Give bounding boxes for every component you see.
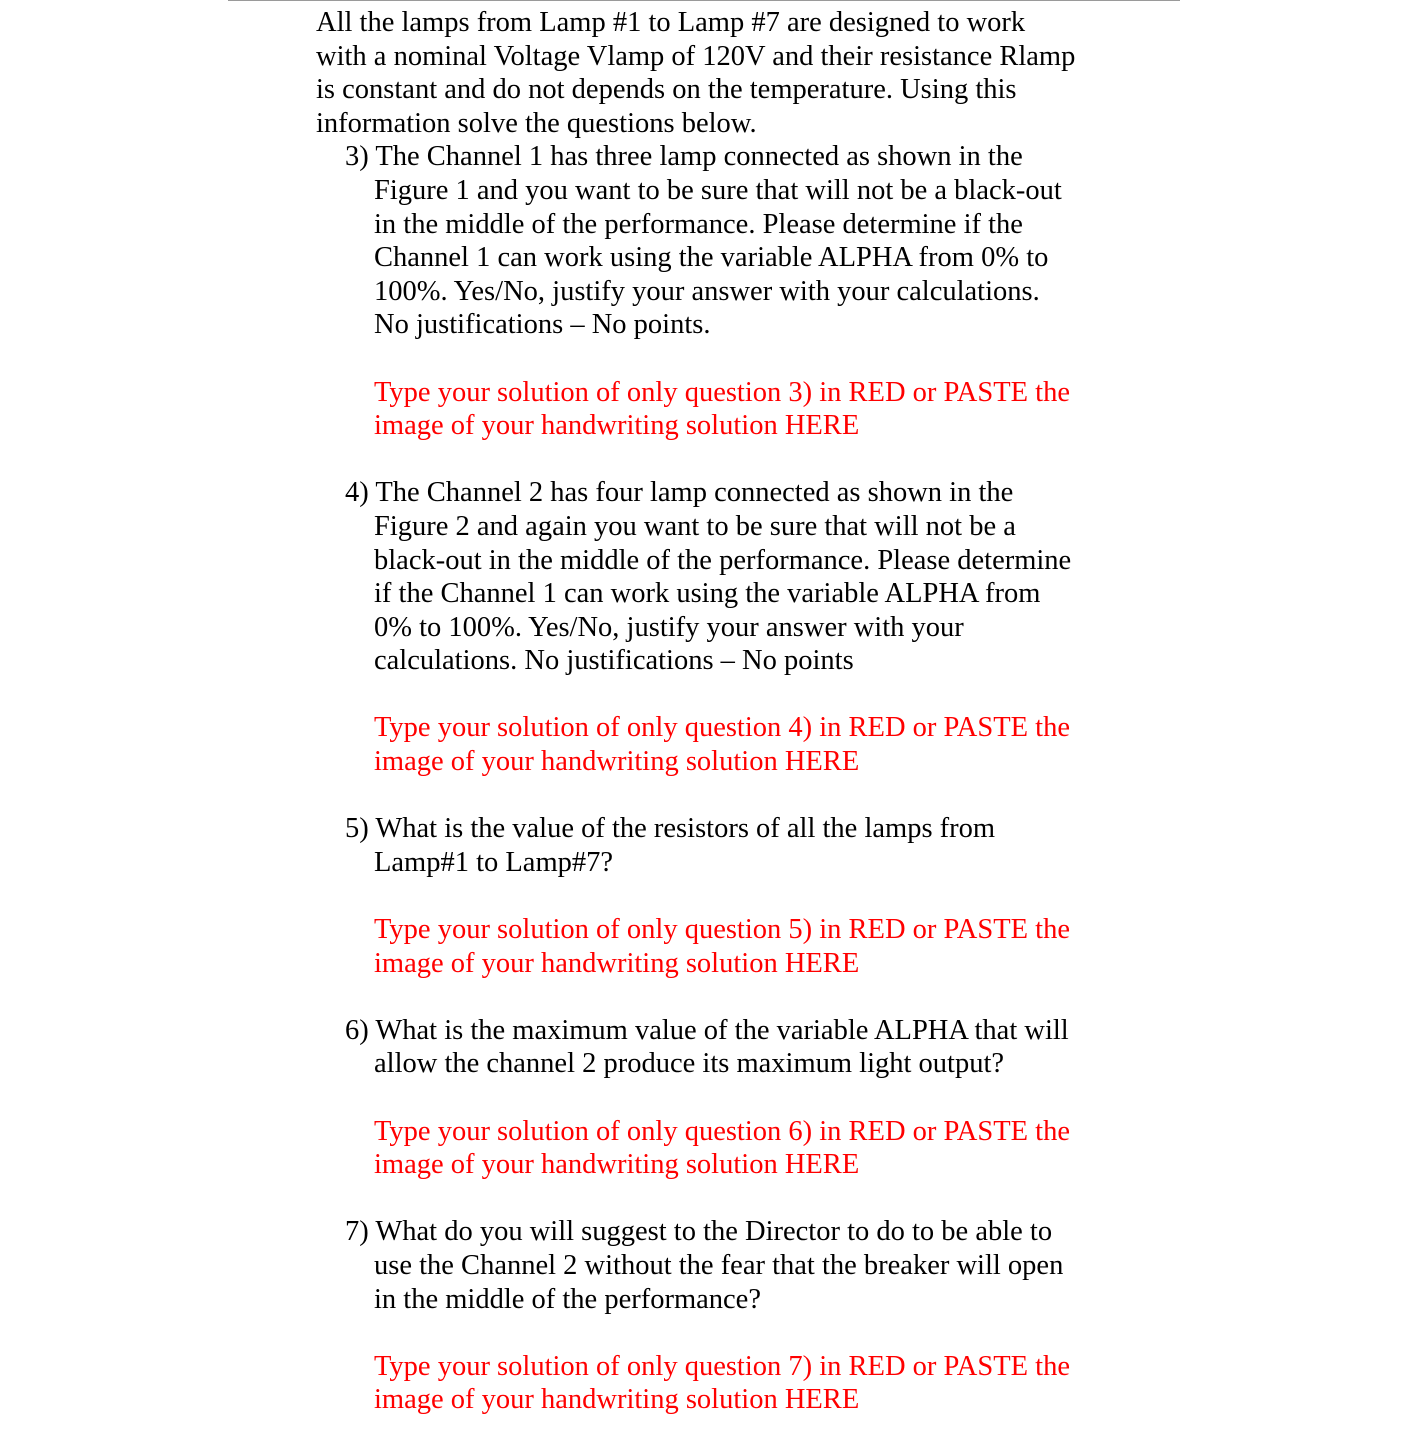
question-3	[345, 140, 1076, 442]
intro-paragraph: All the lamps from Lamp #1 to Lamp #7 are designed to work with a nominal Voltage Vlamp of 120V and their resistance Rlamp is constant and do not depends on the temperature. Using this information solve the questions below.	[316, 7, 1076, 139]
document-page	[316, 6, 1076, 1451]
question-3-text: 3) The Channel 1 has three lamp connected as shown in the Figure 1 and you want to be sure that will not be a black-out in the middle of the performance. Please determine if the Channel 1 can work using the variable ALPHA from 0% to 100%. Yes/No, justify your answer with your calculations. No justifications – No points.	[345, 141, 1062, 341]
question-7-answer-area[interactable]: Type your solution of only question 7) in RED or PASTE the image of your handwriting solution HERE	[374, 1350, 1070, 1416]
question-list	[316, 140, 1076, 1417]
question-6-answer-area[interactable]: Type your solution of only question 6) in RED or PASTE the image of your handwriting solution HERE	[374, 1115, 1070, 1181]
question-6	[345, 1014, 1076, 1182]
question-4-text: 4) The Channel 2 has four lamp connected as shown in the Figure 2 and again you want to be sure that will not be a black-out in the middle of the performance. Please determine if the Channel 1 can work using the variable ALPHA from 0% to 100%. Yes/No, justify your answer with your calculations. No justifications – No points	[345, 477, 1072, 677]
question-3-answer-area[interactable]: Type your solution of only question 3) in RED or PASTE the image of your handwriting solution HERE	[374, 376, 1070, 442]
question-5	[345, 812, 1076, 980]
question-4	[345, 476, 1076, 778]
question-4-answer-area[interactable]: Type your solution of only question 4) in RED or PASTE the image of your handwriting solution HERE	[374, 712, 1070, 778]
question-6-text: 6) What is the maximum value of the variable ALPHA that will allow the channel 2 produce its maximum light output?	[345, 1014, 1069, 1080]
top-divider	[228, 0, 1180, 1]
question-5-answer-area[interactable]: Type your solution of only question 5) in RED or PASTE the image of your handwriting solution HERE	[374, 914, 1070, 979]
question-7-text: 7) What do you will suggest to the Director to do to be able to use the Channel 2 without the fear that the breaker will open in the middle of the performance?	[345, 1216, 1064, 1315]
question-7	[345, 1215, 1076, 1417]
question-5-text: 5) What is the value of the resistors of all the lamps from Lamp#1 to Lamp#7?	[345, 813, 996, 878]
